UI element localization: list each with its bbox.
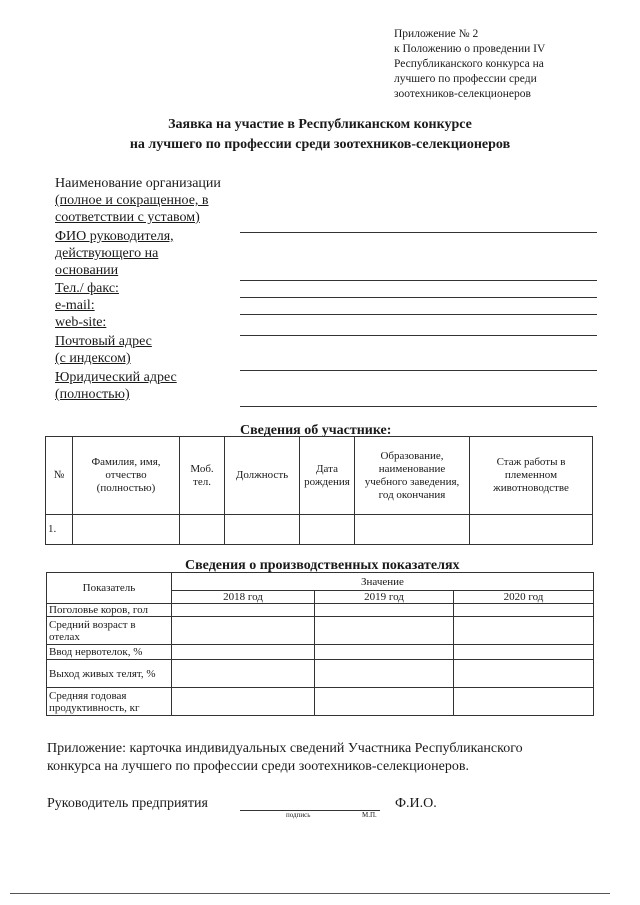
value-cell[interactable]: [454, 688, 594, 716]
col-full-name: Фамилия, имя, отчество (полностью): [73, 437, 180, 515]
value-cell[interactable]: [454, 617, 594, 645]
appendix-line: зоотехников-селекционеров: [394, 88, 531, 100]
attachment-note: Приложение: карточка индивидуальных сведений Участника Республиканского конкурса на лучшего по профессии среди зоотехников-селекционеров.: [47, 741, 523, 774]
col-position: Должность: [225, 437, 300, 515]
website-line[interactable]: [240, 335, 597, 336]
col-value: Значение: [172, 573, 594, 591]
value-cell[interactable]: [315, 617, 454, 645]
stamp-hint: М.П.: [362, 811, 377, 819]
signature-hint: подпись: [286, 811, 311, 819]
col-number: №: [46, 437, 73, 515]
col-year-2018: 2018 год: [172, 591, 315, 604]
org-name-line[interactable]: [240, 232, 597, 233]
org-name-label: Наименование организации (полное и сокращенное, в соответствии с уставом): [55, 176, 221, 225]
table-row: [47, 604, 594, 617]
indicator-label: Выход живых телят, %: [47, 660, 172, 688]
appendix-line: Республиканского конкурса на: [394, 58, 544, 70]
participant-section-title: Сведения об участнике:: [240, 423, 392, 438]
cell-experience[interactable]: [470, 515, 593, 545]
legal-label: Юридический адрес (полностью): [55, 370, 177, 402]
email-label: e-mail:: [55, 298, 95, 313]
appendix-line: к Положению о проведении IV: [394, 43, 546, 55]
postal-label: Почтовый адрес (с индексом): [55, 334, 152, 366]
table-row: [47, 645, 594, 660]
col-birth-date: Дата рождения: [300, 437, 355, 515]
value-cell[interactable]: [315, 604, 454, 617]
value-cell[interactable]: [172, 645, 315, 660]
table-row: [47, 688, 594, 716]
participant-table: [45, 436, 593, 545]
col-mobile: Моб. тел.: [180, 437, 225, 515]
indicator-label: Ввод нервотелок, %: [47, 645, 172, 660]
postal-line[interactable]: [240, 370, 597, 371]
table-row: [47, 617, 594, 645]
appendix-line: лучшего по профессии среди: [394, 73, 537, 85]
value-cell[interactable]: [172, 604, 315, 617]
email-line[interactable]: [240, 314, 597, 315]
value-cell[interactable]: [172, 617, 315, 645]
indicator-label: Средний возраст в отелах: [47, 617, 172, 645]
cell-mobile[interactable]: [180, 515, 225, 545]
value-cell[interactable]: [172, 688, 315, 716]
table-row: [47, 660, 594, 688]
director-line[interactable]: [240, 280, 597, 281]
production-table: [46, 572, 594, 716]
col-education: Образование, наименование учебного заведения, год окончания: [355, 437, 470, 515]
director-label: ФИО руководителя, действующего на основании: [55, 229, 174, 278]
cell-education[interactable]: [355, 515, 470, 545]
value-cell[interactable]: [315, 688, 454, 716]
value-cell[interactable]: [172, 660, 315, 688]
full-name-label: Ф.И.О.: [395, 796, 437, 811]
phone-line[interactable]: [240, 297, 597, 298]
value-cell[interactable]: [454, 645, 594, 660]
appendix-line: Приложение № 2: [394, 28, 479, 40]
page-edge-line: [10, 893, 610, 894]
col-year-2020: 2020 год: [454, 591, 594, 604]
col-year-2019: 2019 год: [315, 591, 454, 604]
col-indicator: Показатель: [47, 573, 172, 604]
phone-label: Тел./ факс:: [55, 281, 119, 296]
col-experience: Стаж работы в племенном животноводстве: [470, 437, 593, 515]
signature-label: Руководитель предприятия: [47, 796, 208, 811]
legal-line[interactable]: [240, 406, 597, 407]
website-label: web-site:: [55, 315, 107, 330]
document-subtitle: на лучшего по профессии среди зоотехников-селекционеров: [129, 137, 511, 152]
indicator-label: Средняя годовая продуктивность, кг: [47, 688, 172, 716]
row-number: 1.: [46, 515, 73, 545]
indicator-label: Поголовье коров, гол: [47, 604, 172, 617]
cell-full-name[interactable]: [73, 515, 180, 545]
production-section-title: Сведения о производственных показателях: [185, 558, 460, 573]
value-cell[interactable]: [454, 604, 594, 617]
appendix-note: [394, 27, 545, 102]
table-row: [46, 515, 593, 545]
cell-birth-date[interactable]: [300, 515, 355, 545]
cell-position[interactable]: [225, 515, 300, 545]
value-cell[interactable]: [315, 660, 454, 688]
value-cell[interactable]: [454, 660, 594, 688]
value-cell[interactable]: [315, 645, 454, 660]
document-title: Заявка на участие в Республиканском конкурсе: [168, 117, 472, 132]
